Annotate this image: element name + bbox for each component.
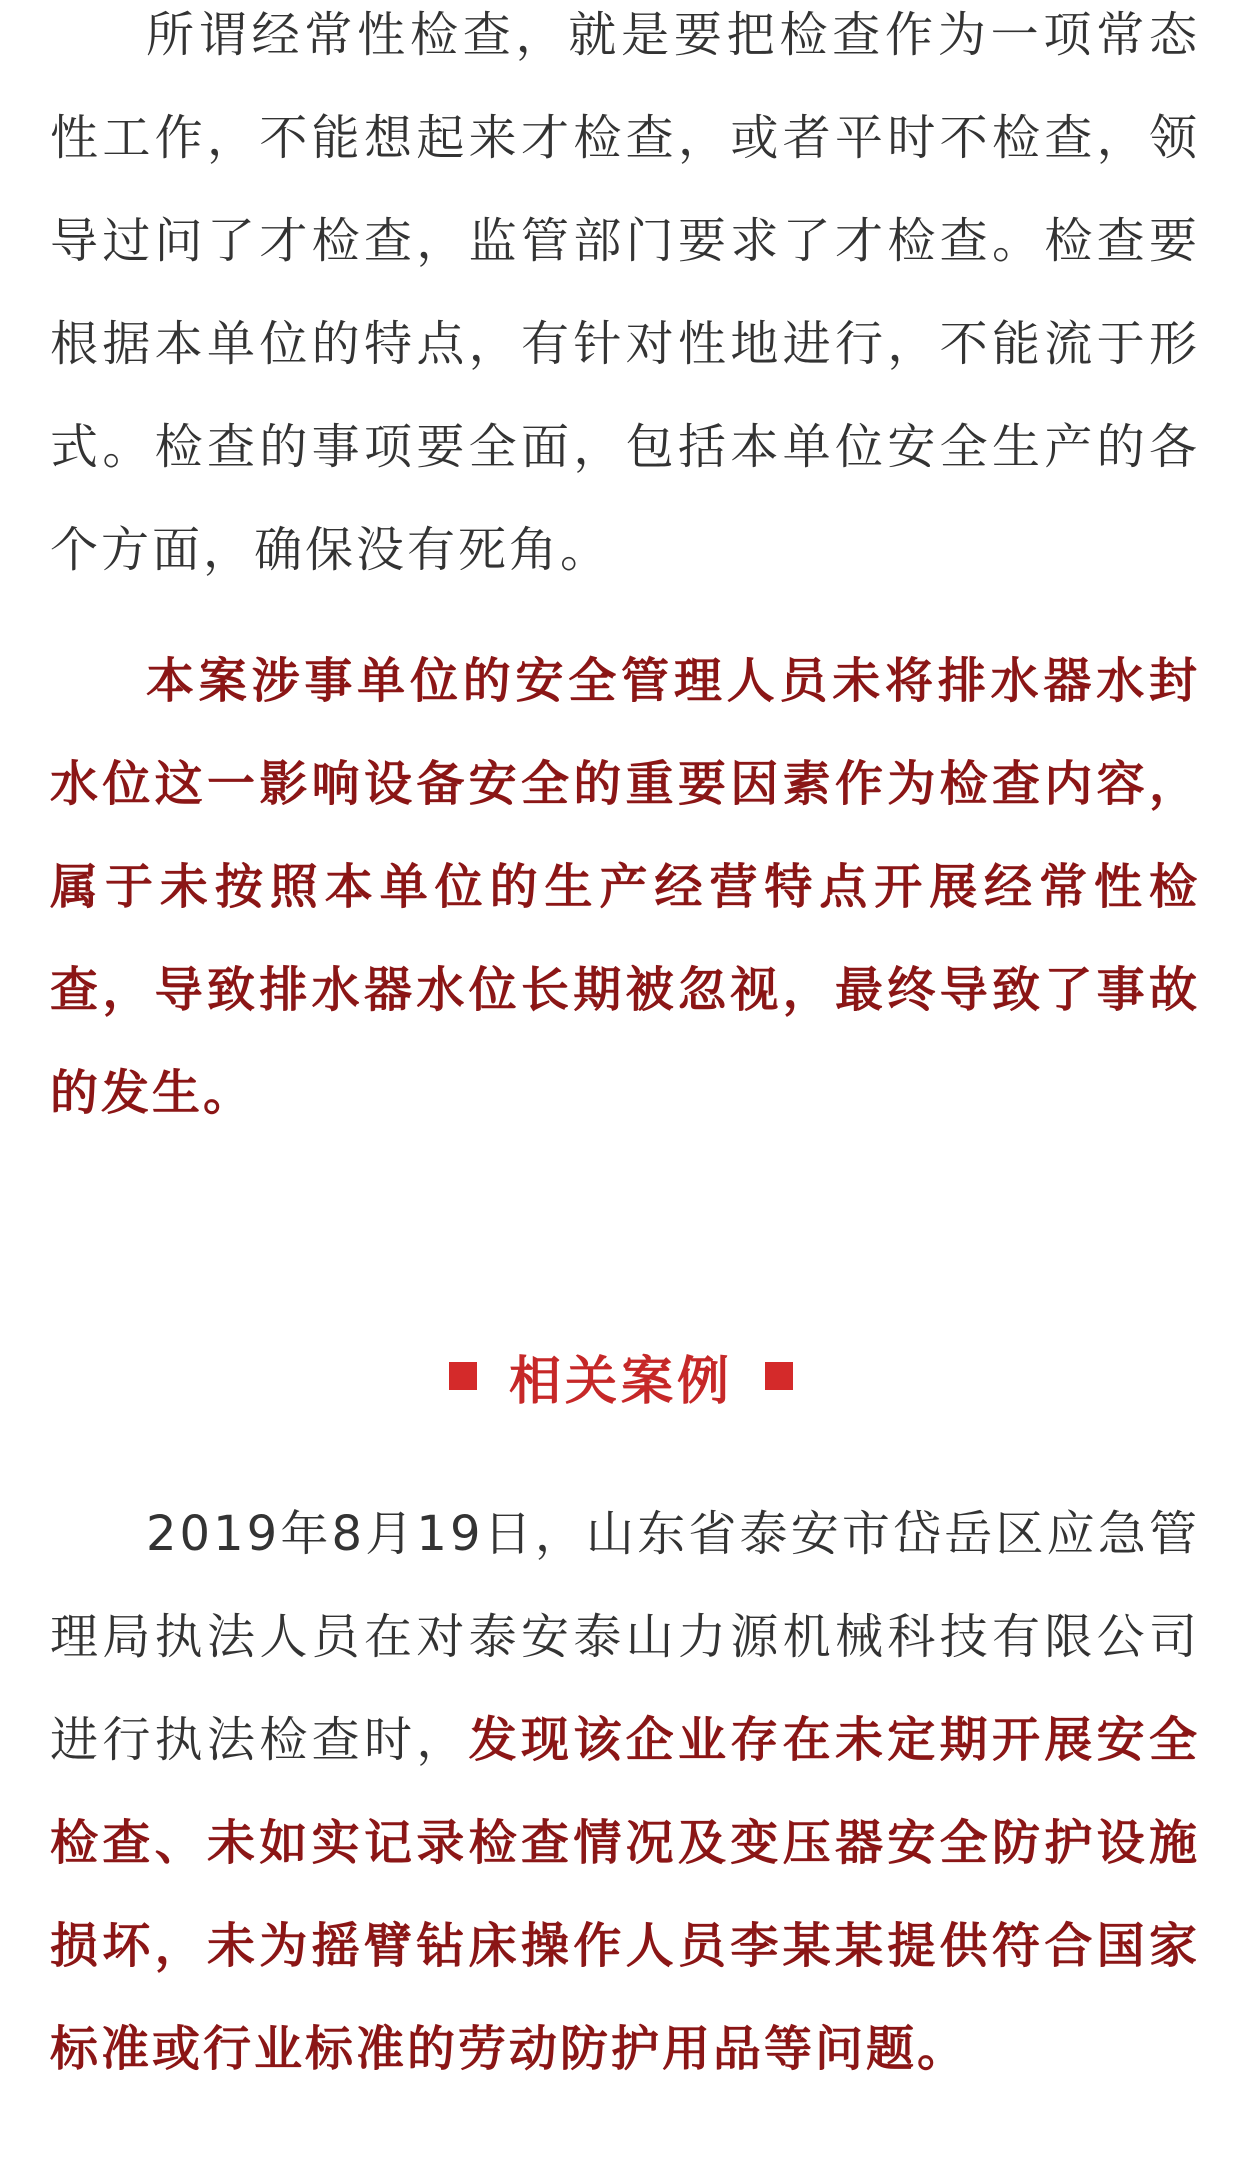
square-marker-right-icon	[765, 1362, 793, 1390]
square-marker-left-icon	[449, 1362, 477, 1390]
paragraph-regular-inspection-definition: 所谓经常性检查，就是要把检查作为一项常态性工作，不能想起来才检查，或者平时不检查，领导过问了才检查，监管部门要求了才检查。检查要根据本单位的特点，有针对性地进行，不能流于形式。检查的事项要全面，包括本单位安全生产的各个方面，确保没有死角。	[50, 7, 1200, 578]
paragraph-case-analysis: 本案涉事单位的安全管理人员未将排水器水封水位这一影响设备安全的重要因素作为检查内容，属于未按照本单位的生产经营特点开展经常性检查，导致排水器水位长期被忽视，最终导致了事故的发生。	[50, 653, 1200, 1121]
article-body	[50, 0, 1200, 1145]
paragraph-related-case	[50, 1483, 1200, 2101]
section-heading-title: 相关案例	[508, 1351, 733, 1412]
related-case-intro-text: 2019年8月19日，山东省泰安市岱岳区应急管理局执法人员在对泰安泰山力源机械科技有限公司进行执法检查时，	[50, 1506, 1200, 1768]
related-case-findings-text: 发现该企业存在未定期开展安全检查、未如实记录检查情况及变压器安全防护设施损坏，未为摇臂钻床操作人员李某某提供符合国家标准或行业标准的劳动防护用品等问题。	[50, 1712, 1200, 2077]
section-heading-related-cases	[0, 1336, 1242, 1416]
